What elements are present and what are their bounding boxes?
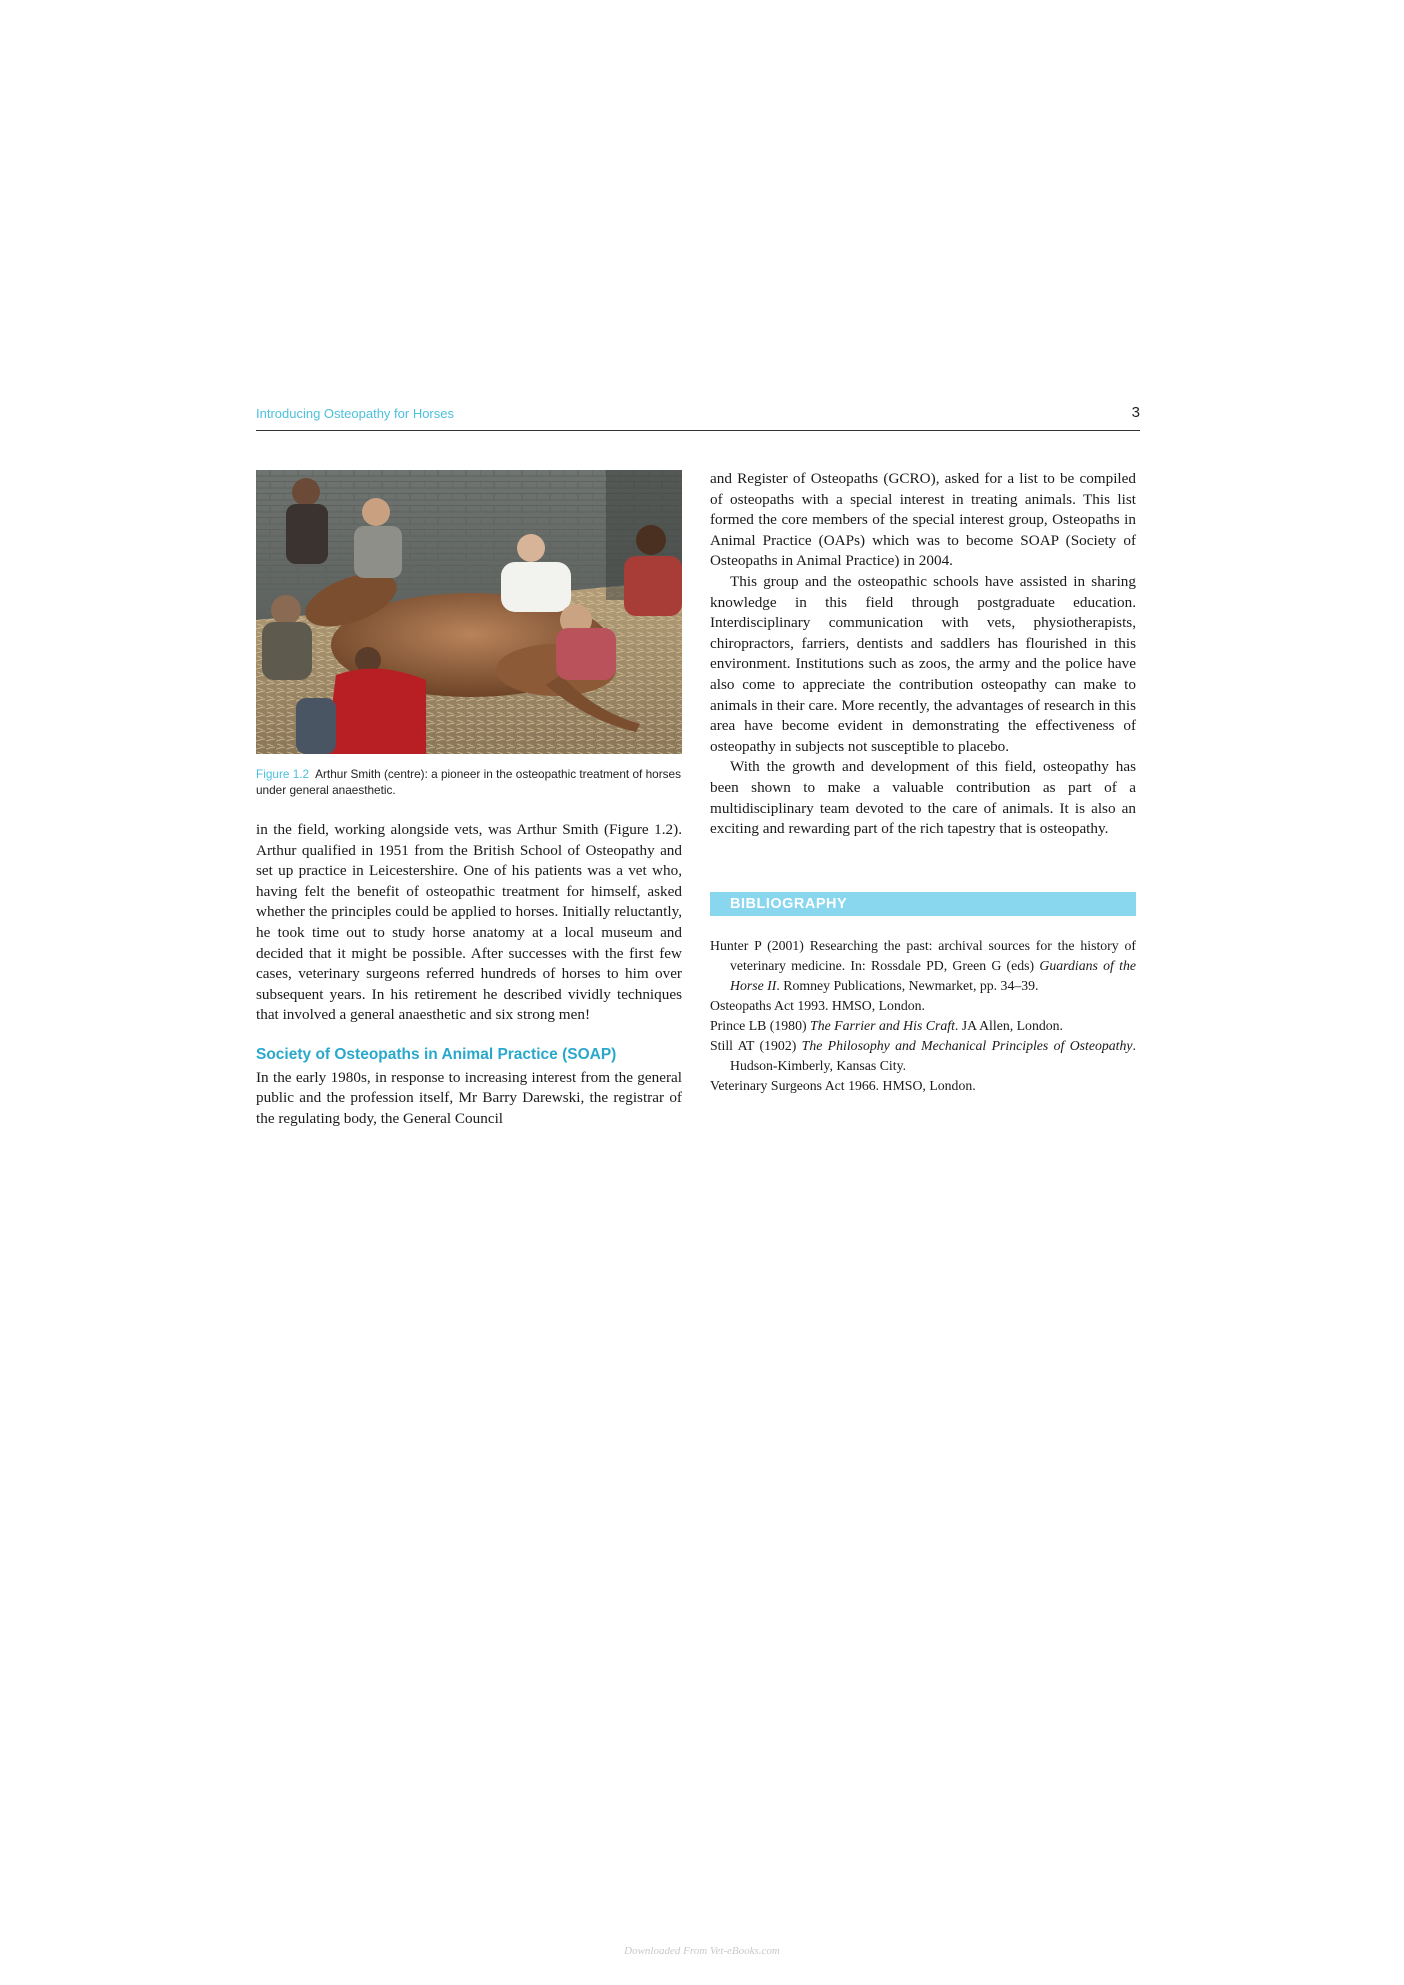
reference-item: Prince LB (1980) The Farrier and His Craft. JA Allen, London. bbox=[710, 1017, 1063, 1033]
bibliography-heading: BIBLIOGRAPHY bbox=[710, 892, 1136, 916]
figure-caption bbox=[256, 766, 682, 798]
bibliography-list bbox=[710, 936, 1136, 1096]
figure-caption-text: Arthur Smith (centre): a pioneer in the osteopathic treatment of horses under general anaesthetic. bbox=[256, 767, 682, 797]
body-paragraph: This group and the osteopathic schools have assisted in sharing knowledge in this field through postgraduate education. Interdisciplinary communication with vets, physiotherapists, chiropractors, farriers, dentists and saddlers has flourished in this environment. Institutions such as zoos, the army and the police have also come to appreciate the contribution osteopathy can make to animals in their care. More recently, the advantages of research in this area have become evident in demonstrating the effectiveness of osteopathy in subjects not susceptible to placebo. bbox=[710, 572, 1136, 755]
figure-label: Figure 1.2 bbox=[256, 767, 310, 781]
page-number: 3 bbox=[1131, 404, 1140, 421]
reference-item: Still AT (1902) The Philosophy and Mechanical Principles of Osteopathy. Hudson-Kimberly, Kansas City. bbox=[710, 1037, 1136, 1073]
body-paragraph: and Register of Osteopaths (GCRO), asked for a list to be compiled of osteopaths with a special interest in treating animals. This list formed the core members of the special interest group, Osteopaths in Animal Practice (OAPs) which was to become SOAP (Society of Osteopaths in Animal Practice) in 2004. bbox=[710, 470, 1136, 570]
download-watermark: Downloaded From Vet-eBooks.com bbox=[624, 1945, 780, 1957]
body-paragraph: In the early 1980s, in response to increasing interest from the general public and the profession itself, Mr Barry Darewski, the registrar of the regulating body, the General Council bbox=[256, 1068, 682, 1127]
reference-item: Hunter P (2001) Researching the past: archival sources for the history of veterinary medicine. In: Rossdale PD, Green G (eds) Guardians of the Horse II. Romney Publications, Newmarket, pp. 34–39. bbox=[710, 937, 1136, 993]
left-column bbox=[256, 470, 682, 1129]
reference-item: Osteopaths Act 1993. HMSO, London. bbox=[710, 997, 925, 1013]
running-header bbox=[256, 404, 1140, 431]
section-heading: Society of Osteopaths in Animal Practice (SOAP) bbox=[256, 1045, 617, 1063]
body-paragraph: With the growth and development of this field, osteopathy has been shown to make a valuable contribution as part of a multidisciplinary team devoted to the care of animals. It is also an exciting and rewarding part of the rich tapestry that is osteopathy. bbox=[710, 758, 1136, 838]
right-column bbox=[710, 469, 1136, 1096]
figure-photo bbox=[256, 470, 682, 754]
horse-treatment-photo bbox=[256, 470, 682, 754]
running-title: Introducing Osteopathy for Horses bbox=[256, 406, 454, 421]
reference-item: Veterinary Surgeons Act 1966. HMSO, London. bbox=[710, 1077, 976, 1093]
left-body bbox=[256, 820, 682, 1129]
body-paragraph: in the field, working alongside vets, was Arthur Smith (Figure 1.2). Arthur qualified in 1951 from the British School of Osteopathy and set up practice in Leicestershire. One of his patients was a vet who, having felt the benefit of osteopathic treatment for himself, asked whether the principles could be applied to horses. Initially reluctantly, he took time out to study horse anatomy at a local museum and decided that it might be possible. After successes with the first few cases, veterinary surgeons referred hundreds of horses to him over subsequent years. In his retirement he described vividly techniques that involved a general anaesthetic and six strong men! bbox=[256, 821, 682, 1024]
